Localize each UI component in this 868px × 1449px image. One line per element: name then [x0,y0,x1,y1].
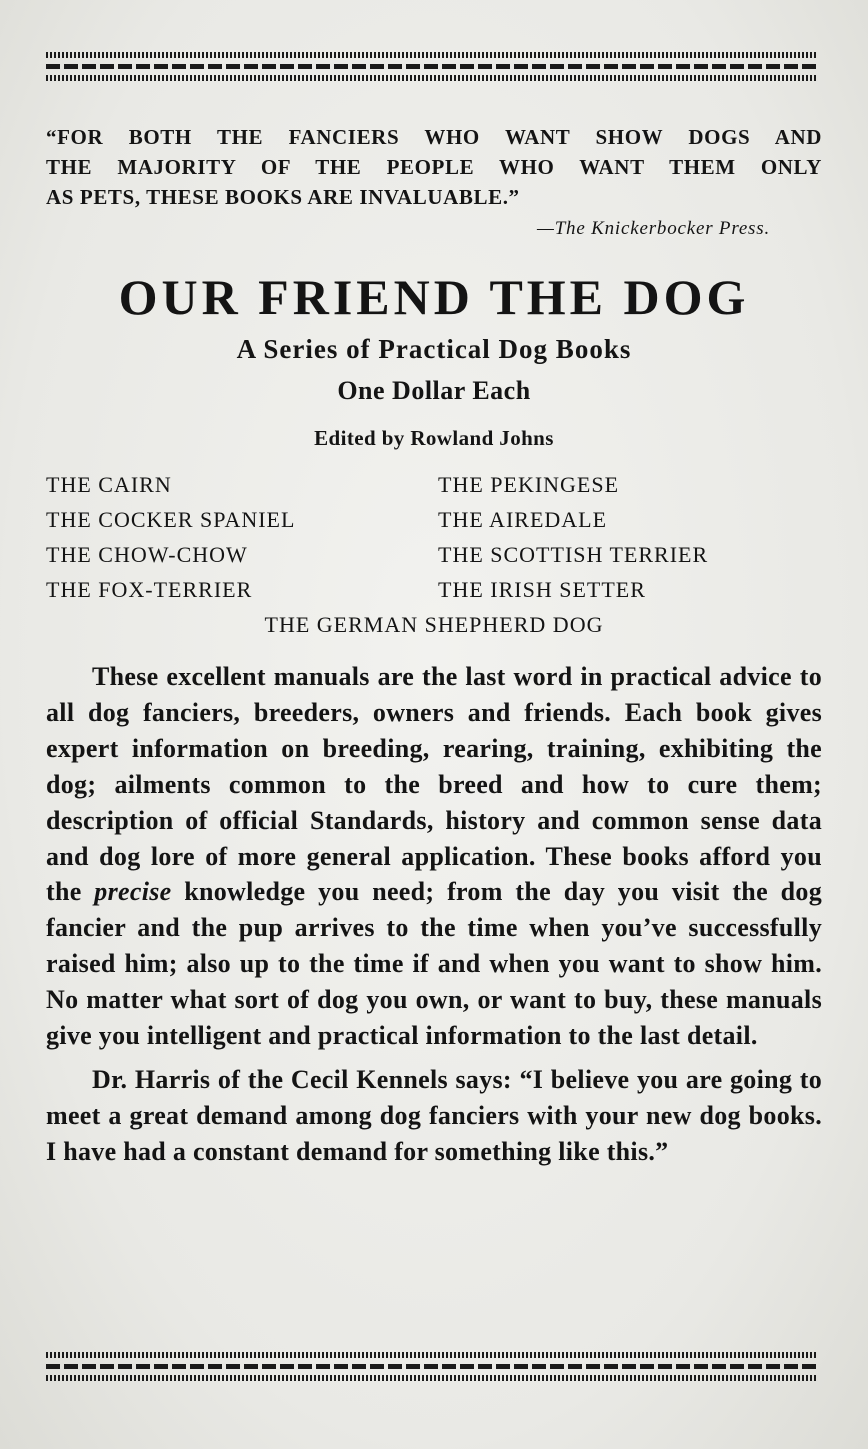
book-list-row [46,542,822,577]
book-list-row [46,472,822,507]
book-title: THE FOX-TERRIER [46,577,253,602]
quote-line-3: AS PETS, THESE BOOKS ARE INVALUABLE.” [46,185,520,209]
description-emphasis: precise [94,877,172,907]
quote-attribution: —The Knickerbocker Press. [537,218,770,239]
series-title: OUR FRIEND THE DOG [118,269,750,325]
book-title: THE CAIRN [46,472,172,497]
quote-line-1: “FOR BOTH THE FANCIERS WHO WANT SHOW DOGS AND [46,125,822,149]
book-list [46,472,822,637]
description-paragraph [46,659,822,1054]
book-title: THE AIREDALE [438,507,608,532]
book-title: THE SCOTTISH TERRIER [438,542,709,567]
book-title: THE COCKER SPANIEL [46,507,296,532]
description-body [46,659,822,1170]
testimonial-paragraph: Dr. Harris of the Cecil Kennels says: “I believe you are going to meet a great demand among dog fanciers with your new dog books. I have had a constant demand for something like this.” [46,1064,822,1166]
book-title: THE CHOW-CHOW [46,542,248,567]
book-title: THE PEKINGESE [438,472,620,497]
book-list-row [46,577,822,612]
bottom-ornamental-rule [46,1352,816,1388]
book-title-centered: THE GERMAN SHEPHERD DOG [264,612,604,637]
book-list-row [46,507,822,542]
book-title: THE IRISH SETTER [438,577,646,602]
description-text-a: These excellent manuals are the last word in practical advice to all dog fanciers, breeders, owners and friends. Each book gives expert information on breeding, rearing, training, exhibiting the dog; ailments common to the breed and how to cure them; description of official Standards, history and common sense data and dog lore of more general application. These books afford you the [46,662,822,907]
press-quote [46,122,822,212]
series-price: One Dollar Each [337,376,531,405]
series-subtitle: A Series of Practical Dog Books [236,334,632,364]
description-text-b: knowledge you need; from the day you visit the dog fancier and the pup arrives to the time when you’ve successfully raised him; also up to the time if and when you want to show him. No matter what sort of dog you own, or want to buy, these manuals give you intelligent and practical information to the last detail. [46,877,823,1051]
top-ornamental-rule [46,52,816,88]
series-editor: Edited by Rowland Johns [314,426,554,450]
quote-line-2: THE MAJORITY OF THE PEOPLE WHO WANT THEM ONLY [46,155,822,179]
